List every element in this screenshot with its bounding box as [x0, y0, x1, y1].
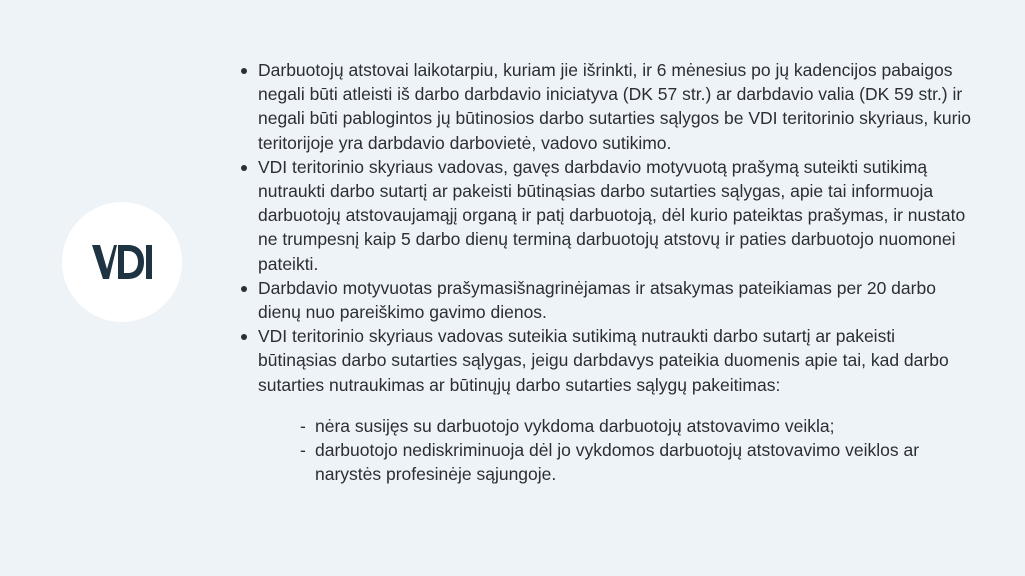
bullet-item-2: VDI teritorinio skyriaus vadovas, gavęs darbdavio motyvuotą prašymą suteikti sutikimą nutraukti darbo sutartį ar pakeisti būtinąsias darbo sutarties sąlygas, apie tai informuoja darbuotojų atstovaujamąjį organą ir patį darbuotoją, dėl kurio pateiktas prašymas, ir nustato ne trumpesnį kaip 5 darbo dienų terminą darbuotojų atstovų ir paties darbuotojo nuomonei pateikti.	[236, 155, 976, 276]
sub-list	[300, 414, 940, 487]
content-area	[236, 58, 976, 486]
logo-badge	[62, 202, 182, 322]
bullet-item-4	[236, 324, 976, 397]
vdi-logo-icon	[90, 242, 154, 282]
sub-item-2	[300, 438, 940, 486]
dash-marker: -	[300, 440, 306, 461]
sub-item-1	[300, 414, 940, 438]
bullet-item-1: Darbuotojų atstovai laikotarpiu, kuriam jie išrinkti, ir 6 mėnesius po jų kadencijos pabaigos negali būti atleisti iš darbo darbdavio iniciatyva (DK 57 str.) ar darbdavio valia (DK 59 str.) ir negali būti pablogintos jų būtinosios darbo sutarties sąlygos be VDI teritorinio skyriaus, kurio teritorijoje yra darbdavio darbovietė, vadovo sutikimo.	[236, 58, 976, 155]
bullet-list	[236, 58, 976, 397]
sub-item-2-text: darbuotojo nediskriminuoja dėl jo vykdomos darbuotojų atstovavimo veiklos ar narystės profesinėje sąjungoje.	[315, 440, 920, 485]
bullet-item-3: Darbdavio motyvuotas prašymasišnagrinėjamas ir atsakymas pateikiamas per 20 darbo dienų nuo pareiškimo gavimo dienos.	[236, 276, 976, 324]
dash-marker: -	[300, 415, 306, 436]
sub-item-1-text: nėra susijęs su darbuotojo vykdoma darbuotojų atstovavimo veikla;	[315, 415, 835, 436]
bullet-item-4-text: VDI teritorinio skyriaus vadovas suteikia sutikimą nutraukti darbo sutartį ar pakeisti būtinąsias darbo sutarties sąlygas, jeigu darbdavys pateikia duomenis apie tai, kad darbo sutarties nutraukimas ar būtinųjų darbo sutarties sąlygų pakeitimas:	[258, 326, 949, 395]
